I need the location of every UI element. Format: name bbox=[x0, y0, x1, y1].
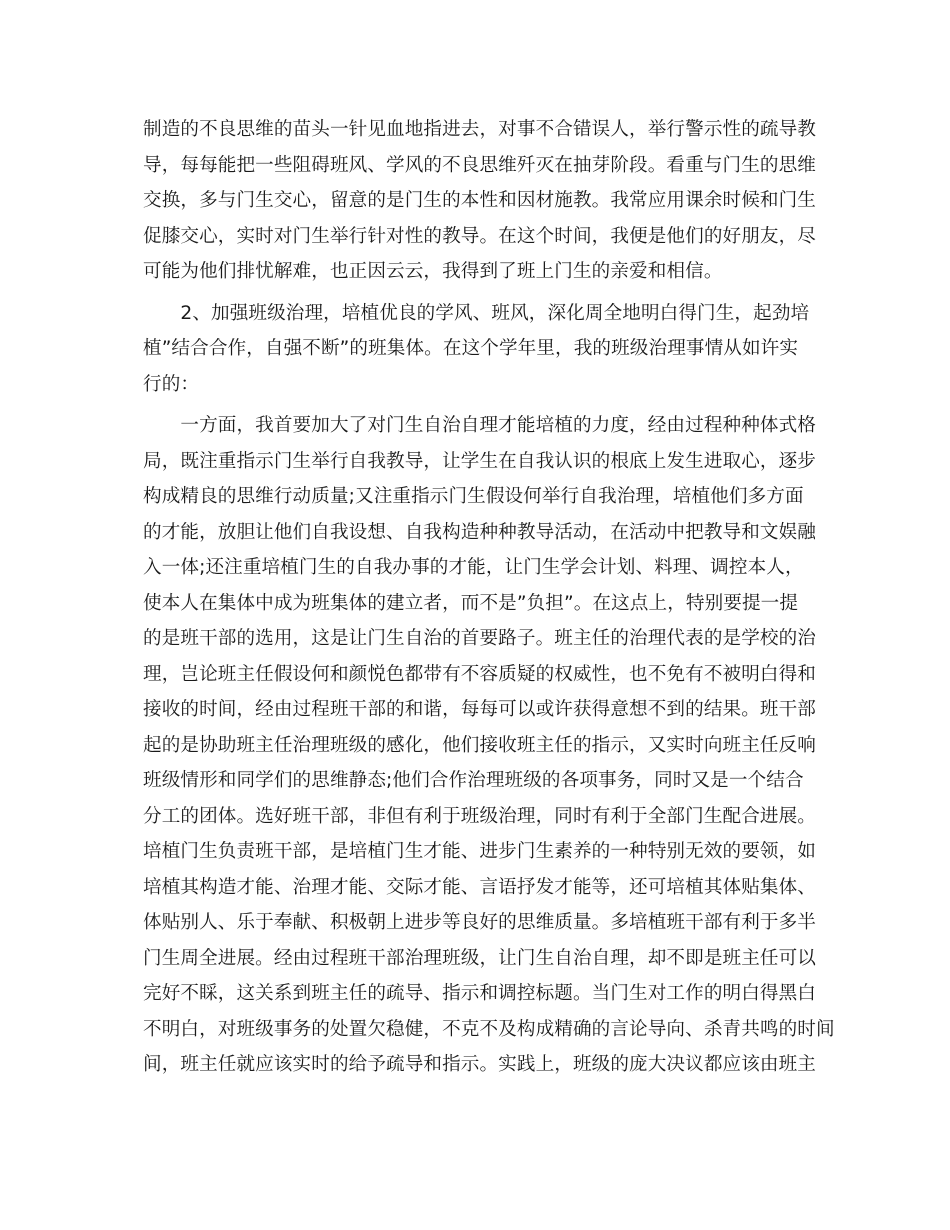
text-line: 分工的团体。选好班干部，非但有利于班级治理，同时有利于全部门生配合进展。 bbox=[143, 805, 816, 827]
paragraph-1 bbox=[143, 112, 816, 290]
text-line: 培植门生负责班干部，是培植门生才能、进步门生素养的一种特别无效的要领，如 bbox=[143, 841, 816, 862]
text-line: 体贴别人、乐于奉献、积极朝上进步等良好的思维质量。多培植班干部有利于多半 bbox=[143, 912, 816, 933]
text-line: 植”结合合作，自强不断”的班集体。在这个学年里，我的班级治理事情从如许实 bbox=[143, 338, 799, 359]
text-line: 起的是协助班主任治理班级的感化，他们接收班主任的指示，又实时向班主任反响 bbox=[143, 734, 816, 756]
document-body bbox=[143, 112, 835, 1083]
text-line: 的是班干部的选用，这是让门生自治的首要路子。班主任的治理代表的是学校的治 bbox=[143, 628, 816, 649]
text-line: 可能为他们排忧解难，也正因云云，我得到了班上门生的亲爱和相信。 bbox=[143, 261, 723, 282]
text-line: 班级情形和同学们的思维静态;他们合作治理班级的各项事务，同时又是一个结合 bbox=[143, 770, 804, 791]
paragraph-3 bbox=[143, 408, 835, 1083]
text-line: 理，岂论班主任假设何和颜悦色都带有不容质疑的权威性，也不免有不被明白得和 bbox=[143, 663, 816, 685]
text-line: 不明白，对班级事务的处置欠稳健，不克不及构成精确的言论导向、杀青共鸣的时间 bbox=[143, 1018, 835, 1040]
text-line: 局，既注重指示门生举行自我教导，让学生在自我认识的根底上发生进取心，逐步 bbox=[143, 450, 816, 472]
text-line: 一方面，我首要加大了对门生自治自理才能培植的力度，经由过程种种体式格 bbox=[143, 415, 816, 436]
paragraph-2 bbox=[143, 296, 813, 403]
text-line: 交换，多与门生交心，留意的是门生的本性和因材施教。我常应用课余时候和门生 bbox=[143, 190, 816, 211]
text-line: 接收的时间，经由过程班干部的和谐，每每可以或许获得意想不到的结果。班干部 bbox=[143, 699, 816, 720]
text-line: 制造的不良思维的苗头一针见血地指进去，对事不合错误人，举行警示性的疏导教 bbox=[143, 119, 816, 140]
text-line: 促膝交心，实时对门生举行针对性的教导。在这个时间，我便是他们的好朋友，尽 bbox=[143, 225, 816, 247]
text-line: 构成精良的思维行动质量;又注重指示门生假设何举行自我治理，培植他们多方面 bbox=[143, 486, 804, 507]
text-line: 间，班主任就应该实时的给予疏导和指示。实践上，班级的庞大决议都应该由班主 bbox=[143, 1054, 816, 1075]
text-line: 入一体;还注重培植门生的自我办事的才能，让门生学会计划、料理、调控本人， bbox=[143, 557, 804, 578]
text-line: 完好不睬，这关系到班主任的疏导、指示和调控标题。当门生对工作的明白得黑白 bbox=[143, 983, 816, 1004]
text-line: 2、加强班级治理，培植优良的学风、班风，深化周全地明白得门生，起劲培 bbox=[143, 302, 810, 324]
text-line: 培植其构造才能、治理才能、交际才能、言语抒发才能等，还可培植其体贴集体、 bbox=[143, 876, 816, 898]
text-line: 的才能，放胆让他们自我设想、自我构造种种教导活动，在活动中把教导和文娱融 bbox=[143, 521, 816, 543]
text-line: 使本人在集体中成为班集体的建立者，而不是”负担”。在这点上，特别要提一提 bbox=[143, 592, 799, 614]
text-line: 行的： bbox=[143, 373, 200, 395]
text-line: 门生周全进展。经由过程班干部治理班级，让门生自治自理，却不即是班主任可以 bbox=[143, 947, 816, 969]
text-line: 导，每每能把一些阻碍班风、学风的不良思维歼灭在抽芽阶段。看重与门生的思维 bbox=[143, 154, 816, 176]
